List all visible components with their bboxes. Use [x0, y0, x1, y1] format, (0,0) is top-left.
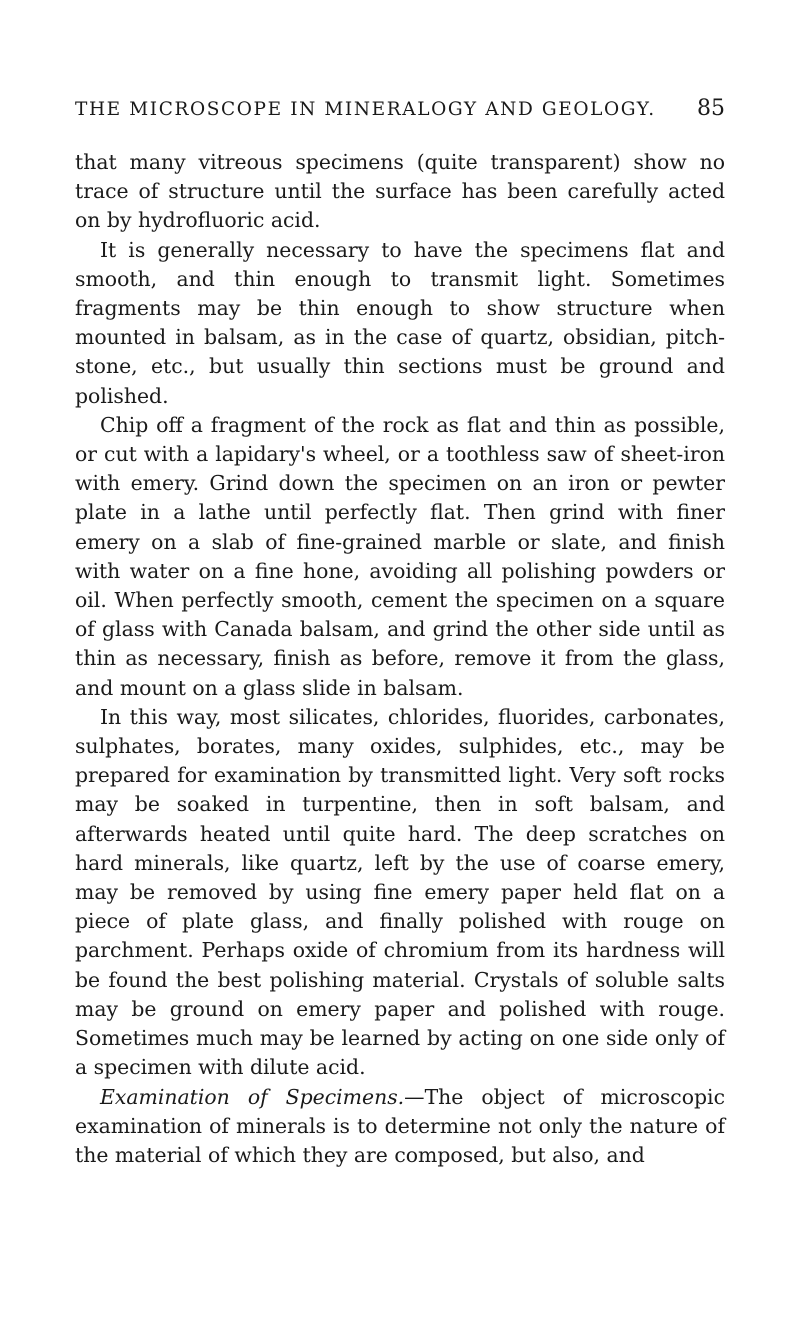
- paragraph-1: that many vitreous specimens (quite transparent) show no trace of structure until the surface has been carefully acted on by hydrofluoric acid.: [75, 150, 725, 233]
- paragraph-3: Chip off a fragment of the rock as flat and thin as possible, or cut with a lapidary's wheel, or a toothless saw of sheet-iron with emery. Grind down the specimen on an iron or pewter plate in a lathe until perfectly flat. Then grind with finer emery on a slab of fine-grained marble or slate, and finish with water on a fine hone, avoiding all polishing powders or oil. When perfectly smooth, cement the specimen on a square of glass with Canada balsam, and grind the other side until as thin as necessary, finish as before, remove it from the glass, and mount on a glass slide in balsam.: [75, 412, 725, 700]
- book-page: [75, 96, 725, 1170]
- page-header: [75, 96, 725, 132]
- paragraph-5-text: —The object of microscopic examination of minerals is to determine not only the nature of the material of which they are composed, but also, and: [75, 1084, 726, 1167]
- paragraph-2: It is generally necessary to have the specimens flat and smooth, and thin enough to transmit light. Sometimes fragments may be thin enough to show structure when mounted in balsam, as in the case of quartz, obsidian, pitch-stone, etc., but usually thin sections must be ground and polished.: [75, 237, 725, 408]
- paragraph-4: In this way, most silicates, chlorides, fluorides, carbonates, sulphates, borates, many oxides, sulphides, etc., may be prepared for examination by transmitted light. Very soft rocks may be soaked in turpentine, then in soft balsam, and afterwards heated until quite hard. The deep scratches on hard minerals, like quartz, left by the use of coarse emery, may be removed by using fine emery paper held flat on a piece of plate glass, and finally polished with rouge on parchment. Perhaps oxide of chromium from its hardness will be found the best polishing material. Crystals of soluble salts may be ground on emery paper and polished with rouge. Sometimes much may be learned by acting on one side only of a specimen with dilute acid.: [75, 704, 725, 1080]
- section-heading: Examination of Specimens.: [100, 1084, 405, 1109]
- body-text: [75, 148, 725, 1170]
- paragraph-5: [75, 1083, 725, 1171]
- page-number: 85: [697, 96, 725, 121]
- running-title: THE MICROSCOPE IN MINERALOGY AND GEOLOGY.: [75, 99, 656, 120]
